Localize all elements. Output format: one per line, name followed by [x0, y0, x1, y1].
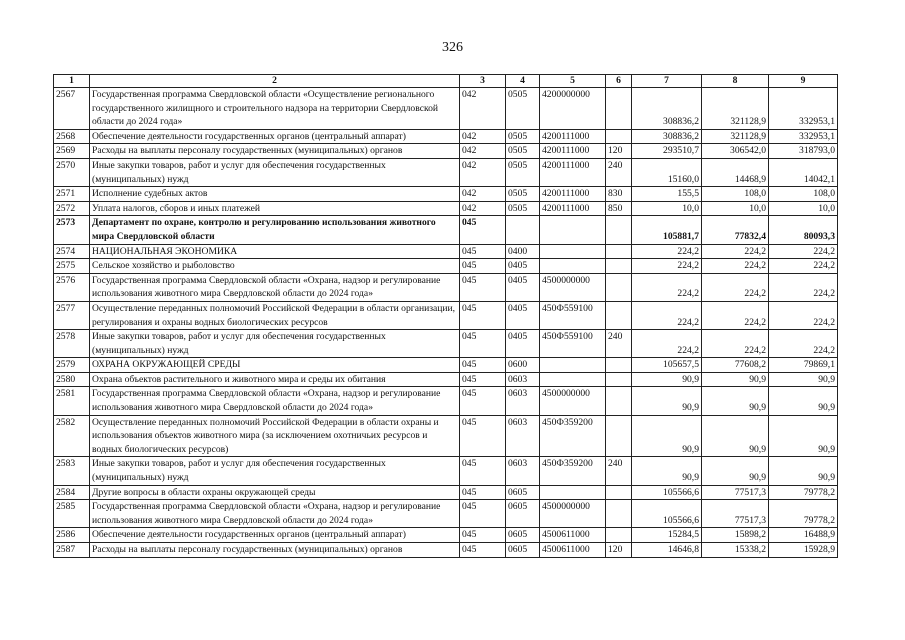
target-article-code: 4200111000: [540, 129, 606, 144]
agency-code: 042: [460, 158, 506, 186]
section-code: 0405: [506, 259, 540, 274]
target-article-code: 4500000000: [540, 387, 606, 415]
table-row: [54, 273, 838, 301]
table-row: [54, 528, 838, 543]
table-row: [54, 144, 838, 159]
table-row: [54, 543, 838, 558]
row-number: 2567: [54, 88, 90, 130]
table-row: [54, 216, 838, 244]
row-number: 2568: [54, 129, 90, 144]
amount-year-1: 15284,5: [632, 528, 702, 543]
table-row: [54, 187, 838, 202]
target-article-code: 4200111000: [540, 201, 606, 216]
row-name: Расходы на выплаты персоналу государственных (муниципальных) органов: [90, 543, 460, 558]
agency-code: 045: [460, 415, 506, 457]
expense-type-code: [606, 387, 632, 415]
amount-year-3: 90,9: [769, 372, 838, 387]
agency-code: 045: [460, 543, 506, 558]
agency-code: 045: [460, 273, 506, 301]
row-number: 2578: [54, 330, 90, 358]
agency-code: 045: [460, 358, 506, 373]
amount-year-3: 224,2: [769, 273, 838, 301]
section-code: 0605: [506, 528, 540, 543]
amount-year-2: 77608,2: [702, 358, 769, 373]
amount-year-2: 90,9: [702, 387, 769, 415]
row-name: Государственная программа Свердловской области «Охрана, надзор и регулирование использования животного мира Свердловской области до 2024 года»: [90, 387, 460, 415]
amount-year-1: 90,9: [632, 387, 702, 415]
row-number: 2574: [54, 244, 90, 259]
section-code: [506, 216, 540, 244]
section-code: 0505: [506, 129, 540, 144]
table-row: [54, 201, 838, 216]
table-row: [54, 129, 838, 144]
row-number: 2583: [54, 457, 90, 485]
expense-type-code: 120: [606, 543, 632, 558]
section-code: 0505: [506, 144, 540, 159]
amount-year-3: 10,0: [769, 201, 838, 216]
section-code: 0603: [506, 387, 540, 415]
target-article-code: 4200111000: [540, 187, 606, 202]
amount-year-3: 79869,1: [769, 358, 838, 373]
table-row: [54, 301, 838, 329]
row-name: Другие вопросы в области охраны окружающей среды: [90, 485, 460, 500]
row-number: 2585: [54, 500, 90, 528]
amount-year-3: 332953,1: [769, 129, 838, 144]
row-number: 2584: [54, 485, 90, 500]
amount-year-3: 79778,2: [769, 485, 838, 500]
amount-year-3: 80093,3: [769, 216, 838, 244]
amount-year-1: 90,9: [632, 372, 702, 387]
row-number: 2580: [54, 372, 90, 387]
amount-year-2: 77517,3: [702, 485, 769, 500]
agency-code: 045: [460, 244, 506, 259]
amount-year-3: 224,2: [769, 330, 838, 358]
amount-year-3: 90,9: [769, 415, 838, 457]
section-code: 0400: [506, 244, 540, 259]
row-name: Сельское хозяйство и рыболовство: [90, 259, 460, 274]
amount-year-1: 105566,6: [632, 485, 702, 500]
target-article-code: 4200111000: [540, 158, 606, 186]
expense-type-code: [606, 273, 632, 301]
amount-year-1: 224,2: [632, 273, 702, 301]
agency-code: 042: [460, 144, 506, 159]
row-name: Обеспечение деятельности государственных органов (центральный аппарат): [90, 528, 460, 543]
target-article-code: 4500611000: [540, 543, 606, 558]
expense-type-code: [606, 528, 632, 543]
row-name: Государственная программа Свердловской области «Осуществление регионального государственного жилищного и строительного надзора на территории Свердловской области до 2024 года»: [90, 88, 460, 130]
amount-year-1: 90,9: [632, 457, 702, 485]
expense-type-code: [606, 216, 632, 244]
row-number: 2582: [54, 415, 90, 457]
amount-year-3: 224,2: [769, 244, 838, 259]
section-code: 0605: [506, 500, 540, 528]
agency-code: 042: [460, 187, 506, 202]
table-row: [54, 244, 838, 259]
column-header: 6: [606, 75, 632, 88]
row-name: Расходы на выплаты персоналу государственных (муниципальных) органов: [90, 144, 460, 159]
expense-type-code: [606, 259, 632, 274]
section-code: 0603: [506, 372, 540, 387]
amount-year-1: 293510,7: [632, 144, 702, 159]
amount-year-2: 108,0: [702, 187, 769, 202]
target-article-code: 4200000000: [540, 88, 606, 130]
column-header: 2: [90, 75, 460, 88]
amount-year-2: 90,9: [702, 415, 769, 457]
row-name: Государственная программа Свердловской области «Охрана, надзор и регулирование использования животного мира Свердловской области до 2024 года»: [90, 500, 460, 528]
page-number: 326: [442, 40, 463, 55]
section-code: 0505: [506, 201, 540, 216]
amount-year-1: 15160,0: [632, 158, 702, 186]
target-article-code: [540, 485, 606, 500]
budget-table: [53, 74, 838, 558]
section-code: 0600: [506, 358, 540, 373]
amount-year-2: 77517,3: [702, 500, 769, 528]
amount-year-2: 14468,9: [702, 158, 769, 186]
agency-code: 045: [460, 372, 506, 387]
expense-type-code: [606, 485, 632, 500]
expense-type-code: [606, 244, 632, 259]
amount-year-3: 16488,9: [769, 528, 838, 543]
target-article-code: 450Ф559100: [540, 301, 606, 329]
amount-year-2: 10,0: [702, 201, 769, 216]
table-row: [54, 158, 838, 186]
amount-year-3: 108,0: [769, 187, 838, 202]
column-header: 9: [769, 75, 838, 88]
row-name: НАЦИОНАЛЬНАЯ ЭКОНОМИКА: [90, 244, 460, 259]
row-number: 2571: [54, 187, 90, 202]
amount-year-1: 224,2: [632, 330, 702, 358]
target-article-code: 450Ф359200: [540, 415, 606, 457]
table-row: [54, 500, 838, 528]
table-row: [54, 358, 838, 373]
column-header: 8: [702, 75, 769, 88]
amount-year-2: 224,2: [702, 330, 769, 358]
amount-year-2: 321128,9: [702, 129, 769, 144]
row-number: 2579: [54, 358, 90, 373]
row-number: 2581: [54, 387, 90, 415]
amount-year-2: 77832,4: [702, 216, 769, 244]
amount-year-1: 105881,7: [632, 216, 702, 244]
row-number: 2569: [54, 144, 90, 159]
amount-year-2: 224,2: [702, 259, 769, 274]
amount-year-1: 90,9: [632, 415, 702, 457]
expense-type-code: 120: [606, 144, 632, 159]
row-name: Иные закупки товаров, работ и услуг для обеспечения государственных (муниципальных) нужд: [90, 457, 460, 485]
row-number: 2576: [54, 273, 90, 301]
row-number: 2570: [54, 158, 90, 186]
agency-code: 042: [460, 129, 506, 144]
amount-year-1: 224,2: [632, 259, 702, 274]
amount-year-2: 15898,2: [702, 528, 769, 543]
section-code: 0505: [506, 88, 540, 130]
column-header: 3: [460, 75, 506, 88]
expense-type-code: [606, 88, 632, 130]
amount-year-2: 224,2: [702, 301, 769, 329]
amount-year-2: 321128,9: [702, 88, 769, 130]
row-name: Иные закупки товаров, работ и услуг для обеспечения государственных (муниципальных) нужд: [90, 158, 460, 186]
expense-type-code: 830: [606, 187, 632, 202]
row-number: 2573: [54, 216, 90, 244]
table-row: [54, 88, 838, 130]
agency-code: 045: [460, 387, 506, 415]
target-article-code: [540, 372, 606, 387]
amount-year-1: 105566,6: [632, 500, 702, 528]
amount-year-3: 14042,1: [769, 158, 838, 186]
target-article-code: 4200111000: [540, 144, 606, 159]
amount-year-3: 90,9: [769, 457, 838, 485]
amount-year-1: 105657,5: [632, 358, 702, 373]
table-body: [54, 88, 838, 558]
amount-year-3: 15928,9: [769, 543, 838, 558]
agency-code: 042: [460, 88, 506, 130]
table-row: [54, 372, 838, 387]
expense-type-code: [606, 372, 632, 387]
row-name: ОХРАНА ОКРУЖАЮЩЕЙ СРЕДЫ: [90, 358, 460, 373]
target-article-code: 4500611000: [540, 528, 606, 543]
table-row: [54, 330, 838, 358]
row-number: 2577: [54, 301, 90, 329]
row-number: 2586: [54, 528, 90, 543]
section-code: 0605: [506, 485, 540, 500]
section-code: 0405: [506, 273, 540, 301]
amount-year-1: 14646,8: [632, 543, 702, 558]
column-header: 1: [54, 75, 90, 88]
table-row: [54, 259, 838, 274]
agency-code: 045: [460, 500, 506, 528]
target-article-code: [540, 259, 606, 274]
target-article-code: 4500000000: [540, 273, 606, 301]
expense-type-code: 240: [606, 457, 632, 485]
agency-code: 045: [460, 259, 506, 274]
amount-year-2: 224,2: [702, 244, 769, 259]
table-row: [54, 415, 838, 457]
expense-type-code: 240: [606, 330, 632, 358]
table-row: [54, 457, 838, 485]
amount-year-1: 224,2: [632, 301, 702, 329]
agency-code: 045: [460, 457, 506, 485]
section-code: 0603: [506, 415, 540, 457]
table-header-row: [54, 75, 838, 88]
column-header: 4: [506, 75, 540, 88]
amount-year-2: 224,2: [702, 273, 769, 301]
expense-type-code: [606, 301, 632, 329]
row-name: Уплата налогов, сборов и иных платежей: [90, 201, 460, 216]
amount-year-3: 318793,0: [769, 144, 838, 159]
agency-code: 045: [460, 216, 506, 244]
row-name: Охрана объектов растительного и животного мира и среды их обитания: [90, 372, 460, 387]
target-article-code: 450Ф559100: [540, 330, 606, 358]
target-article-code: [540, 358, 606, 373]
agency-code: 045: [460, 528, 506, 543]
table-row: [54, 485, 838, 500]
row-name: Иные закупки товаров, работ и услуг для обеспечения государственных (муниципальных) нужд: [90, 330, 460, 358]
amount-year-2: 306542,0: [702, 144, 769, 159]
amount-year-3: 332953,1: [769, 88, 838, 130]
amount-year-1: 224,2: [632, 244, 702, 259]
expense-type-code: [606, 129, 632, 144]
target-article-code: 4500000000: [540, 500, 606, 528]
row-name: Осуществление переданных полномочий Российской Федерации в области организации, регулирования и охраны водных биологических ресурсов: [90, 301, 460, 329]
amount-year-1: 10,0: [632, 201, 702, 216]
row-name: Департамент по охране, контролю и регулированию использования животного мира Свердловской области: [90, 216, 460, 244]
table-row: [54, 387, 838, 415]
amount-year-2: 15338,2: [702, 543, 769, 558]
row-number: 2587: [54, 543, 90, 558]
target-article-code: [540, 216, 606, 244]
amount-year-3: 79778,2: [769, 500, 838, 528]
row-name: Осуществление переданных полномочий Российской Федерации в области охраны и использования объектов животного мира (за исключением охотничьих ресурсов и водных биологических ресурсов): [90, 415, 460, 457]
section-code: 0405: [506, 330, 540, 358]
amount-year-2: 90,9: [702, 372, 769, 387]
row-number: 2572: [54, 201, 90, 216]
section-code: 0603: [506, 457, 540, 485]
expense-type-code: [606, 500, 632, 528]
amount-year-1: 155,5: [632, 187, 702, 202]
row-name: Государственная программа Свердловской области «Охрана, надзор и регулирование использования животного мира Свердловской области до 2024 года»: [90, 273, 460, 301]
expense-type-code: 240: [606, 158, 632, 186]
section-code: 0405: [506, 301, 540, 329]
amount-year-1: 308836,2: [632, 88, 702, 130]
amount-year-2: 90,9: [702, 457, 769, 485]
amount-year-3: 224,2: [769, 259, 838, 274]
expense-type-code: [606, 358, 632, 373]
row-number: 2575: [54, 259, 90, 274]
amount-year-3: 224,2: [769, 301, 838, 329]
row-name: Исполнение судебных актов: [90, 187, 460, 202]
amount-year-3: 90,9: [769, 387, 838, 415]
expense-type-code: 850: [606, 201, 632, 216]
section-code: 0605: [506, 543, 540, 558]
agency-code: 045: [460, 485, 506, 500]
column-header: 7: [632, 75, 702, 88]
target-article-code: 450Ф359200: [540, 457, 606, 485]
section-code: 0505: [506, 158, 540, 186]
amount-year-1: 308836,2: [632, 129, 702, 144]
agency-code: 045: [460, 330, 506, 358]
section-code: 0505: [506, 187, 540, 202]
column-header: 5: [540, 75, 606, 88]
target-article-code: [540, 244, 606, 259]
row-name: Обеспечение деятельности государственных органов (центральный аппарат): [90, 129, 460, 144]
agency-code: 045: [460, 301, 506, 329]
expense-type-code: [606, 415, 632, 457]
agency-code: 042: [460, 201, 506, 216]
